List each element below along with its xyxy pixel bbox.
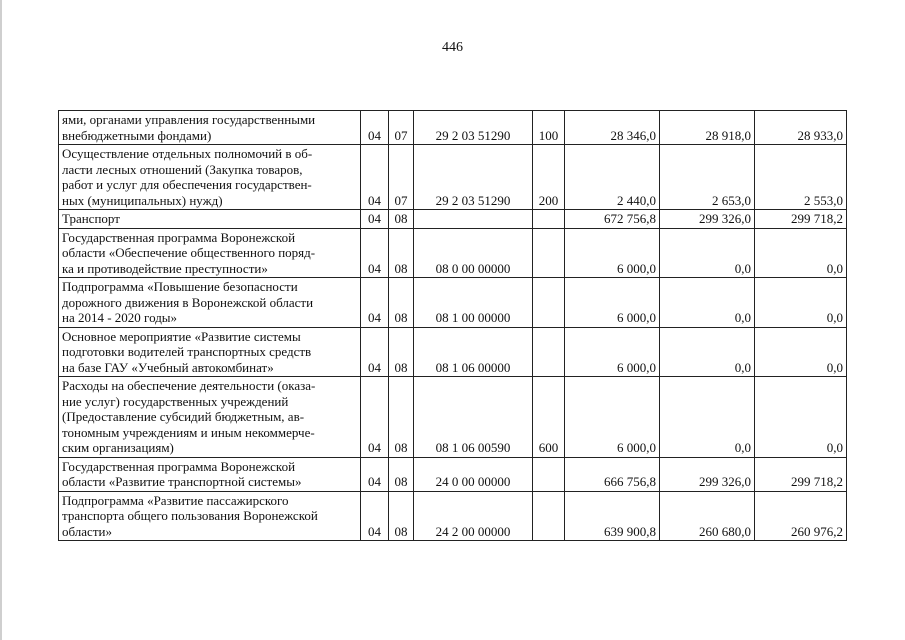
budget-table <box>58 110 847 541</box>
section-code-cell: 04 <box>361 228 389 278</box>
table-body <box>59 111 847 541</box>
table-row <box>59 145 847 210</box>
target-article-cell: 29 2 03 51290 <box>414 145 533 210</box>
expense-type-cell <box>533 210 565 229</box>
section-code-cell: 04 <box>361 278 389 328</box>
table-row <box>59 491 847 541</box>
amount-year1-cell: 2 440,0 <box>565 145 660 210</box>
target-article-cell: 08 1 00 00000 <box>414 278 533 328</box>
amount-year3-cell: 260 976,2 <box>755 491 847 541</box>
description-line: работ и услуг для обеспечения государствен- <box>62 177 312 192</box>
subsection-code-cell: 08 <box>389 457 414 491</box>
amount-year2-cell: 2 653,0 <box>660 145 755 210</box>
subsection-code-cell: 07 <box>389 145 414 210</box>
amount-year2-cell: 0,0 <box>660 327 755 377</box>
subsection-code-cell: 07 <box>389 111 414 145</box>
description-line: дорожного движения в Воронежской области <box>62 294 314 310</box>
amount-year1-cell: 672 756,8 <box>565 210 660 229</box>
subsection-code-cell: 08 <box>389 228 414 278</box>
table-row <box>59 457 847 491</box>
scan-edge <box>0 0 2 640</box>
amount-year3-cell: 0,0 <box>755 228 847 278</box>
section-code-cell: 04 <box>361 327 389 377</box>
table-row <box>59 327 847 377</box>
section-code-cell: 04 <box>361 457 389 491</box>
description-line: Осуществление отдельных полномочий в об- <box>62 146 313 161</box>
description-line: на базе ГАУ «Учебный автокомбинат» <box>62 359 274 375</box>
amount-year2-cell: 260 680,0 <box>660 491 755 541</box>
description-line: Государственная программа Воронежской <box>62 458 296 474</box>
description-line: ласти лесных отношений (Закупка товаров, <box>62 161 303 177</box>
table-row <box>59 210 847 229</box>
description-line: ка и противодействие преступности» <box>62 260 268 276</box>
amount-year1-cell: 6 000,0 <box>565 327 660 377</box>
table-row <box>59 111 847 145</box>
description-cell <box>59 491 361 541</box>
description-cell <box>59 145 361 210</box>
amount-year1-cell: 639 900,8 <box>565 491 660 541</box>
expense-type-cell <box>533 228 565 278</box>
description-cell <box>59 327 361 377</box>
description-line: Подпрограмма «Развитие пассажирского <box>62 492 289 508</box>
table-row <box>59 228 847 278</box>
amount-year3-cell: 0,0 <box>755 327 847 377</box>
description-line: подготовки водителей транспортных средств <box>62 344 312 359</box>
amount-year2-cell: 0,0 <box>660 228 755 278</box>
description-cell <box>59 210 361 229</box>
description-cell <box>59 278 361 328</box>
table-row <box>59 278 847 328</box>
section-code-cell: 04 <box>361 491 389 541</box>
amount-year3-cell: 2 553,0 <box>755 145 847 210</box>
subsection-code-cell: 08 <box>389 491 414 541</box>
description-cell <box>59 228 361 278</box>
amount-year2-cell: 28 918,0 <box>660 111 755 145</box>
amount-year1-cell: 666 756,8 <box>565 457 660 491</box>
description-line: внебюджетными фондами) <box>62 127 212 143</box>
description-line: (Предоставление субсидий бюджетным, ав- <box>62 409 305 424</box>
section-code-cell: 04 <box>361 111 389 145</box>
subsection-code-cell: 08 <box>389 278 414 328</box>
description-line: области «Развитие транспортной системы» <box>62 474 302 489</box>
subsection-code-cell: 08 <box>389 377 414 458</box>
amount-year3-cell: 299 718,2 <box>755 457 847 491</box>
description-line: Транспорт <box>62 211 120 226</box>
amount-year3-cell: 299 718,2 <box>755 210 847 229</box>
target-article-cell: 08 0 00 00000 <box>414 228 533 278</box>
expense-type-cell <box>533 327 565 377</box>
expense-type-cell: 600 <box>533 377 565 458</box>
description-line: Расходы на обеспечение деятельности (оказа- <box>62 378 316 393</box>
amount-year3-cell: 28 933,0 <box>755 111 847 145</box>
description-line: Государственная программа Воронежской <box>62 229 296 245</box>
description-line: тономным учреждениям и иным некоммерче- <box>62 424 315 440</box>
description-line: на 2014 - 2020 годы» <box>62 310 178 325</box>
subsection-code-cell: 08 <box>389 210 414 229</box>
target-article-cell: 29 2 03 51290 <box>414 111 533 145</box>
subsection-code-cell: 08 <box>389 327 414 377</box>
expense-type-cell <box>533 491 565 541</box>
description-line: Основное мероприятие «Развитие системы <box>62 328 301 344</box>
expense-type-cell: 100 <box>533 111 565 145</box>
expense-type-cell <box>533 278 565 328</box>
description-line: ных (муниципальных) нужд) <box>62 192 223 208</box>
amount-year1-cell: 6 000,0 <box>565 278 660 328</box>
target-article-cell: 24 0 00 00000 <box>414 457 533 491</box>
amount-year1-cell: 6 000,0 <box>565 377 660 458</box>
target-article-cell <box>414 210 533 229</box>
target-article-cell: 08 1 06 00000 <box>414 327 533 377</box>
page-number: 446 <box>442 40 463 55</box>
section-code-cell: 04 <box>361 210 389 229</box>
amount-year3-cell: 0,0 <box>755 377 847 458</box>
description-cell <box>59 377 361 458</box>
description-line: Подпрограмма «Повышение безопасности <box>62 279 298 294</box>
section-code-cell: 04 <box>361 145 389 210</box>
description-cell <box>59 457 361 491</box>
amount-year2-cell: 299 326,0 <box>660 210 755 229</box>
description-cell <box>59 111 361 145</box>
description-line: транспорта общего пользования Воронежской <box>62 508 318 523</box>
table-row <box>59 377 847 458</box>
amount-year1-cell: 28 346,0 <box>565 111 660 145</box>
target-article-cell: 24 2 00 00000 <box>414 491 533 541</box>
expense-type-cell <box>533 457 565 491</box>
target-article-cell: 08 1 06 00590 <box>414 377 533 458</box>
amount-year2-cell: 0,0 <box>660 377 755 458</box>
description-line: ским организациям) <box>62 440 174 455</box>
expense-type-cell: 200 <box>533 145 565 210</box>
amount-year2-cell: 0,0 <box>660 278 755 328</box>
amount-year3-cell: 0,0 <box>755 278 847 328</box>
amount-year1-cell: 6 000,0 <box>565 228 660 278</box>
section-code-cell: 04 <box>361 377 389 458</box>
description-line: области «Обеспечение общественного поряд- <box>62 245 316 260</box>
description-line: области» <box>62 523 112 539</box>
description-line: ние услуг) государственных учреждений <box>62 393 289 409</box>
description-line: ями, органами управления государственными <box>62 112 316 127</box>
amount-year2-cell: 299 326,0 <box>660 457 755 491</box>
